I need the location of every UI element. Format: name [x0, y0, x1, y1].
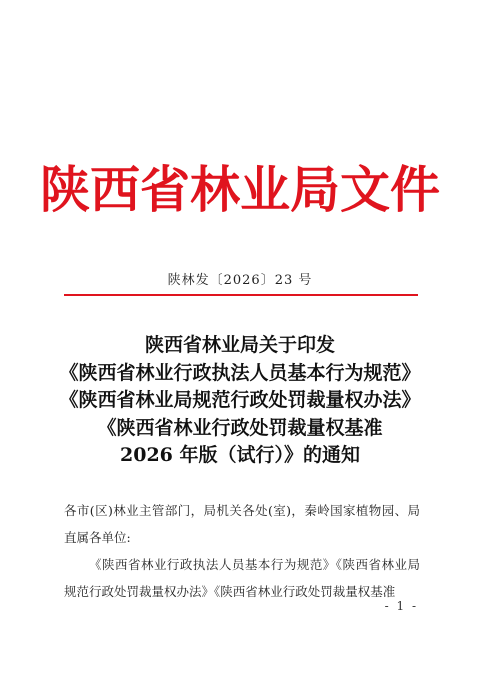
red-divider-line: [64, 294, 418, 296]
title-line-2: 《陕西省林业行政执法人员基本行为规范》: [59, 361, 421, 384]
notice-body: [64, 497, 420, 605]
title-line-4: 《陕西省林业行政处罚裁量权基准: [97, 416, 383, 439]
notice-title: [0, 332, 480, 470]
title-line-1: 陕西省林业局关于印发: [144, 334, 335, 356]
title-line-3: 《陕西省林业局规范行政处罚裁量权办法》: [59, 389, 421, 411]
title-line-5: 2026 年版（试行）》的通知: [120, 444, 360, 466]
page-number: - 1 -: [384, 599, 418, 613]
masthead-title: 陕西省林业局文件: [40, 160, 440, 219]
body-paragraph: 《陕西省林业行政执法人员基本行为规范》《陕西省林业局规范行政处罚裁量权办法》《陕西省林业行政处罚裁量权基准: [64, 557, 420, 599]
document-number: 陕林发〔2026〕23 号: [167, 273, 313, 288]
salutation: 各市(区)林业主管部门，局机关各处(室)，秦岭国家植物园、局直属各单位:: [64, 503, 420, 545]
